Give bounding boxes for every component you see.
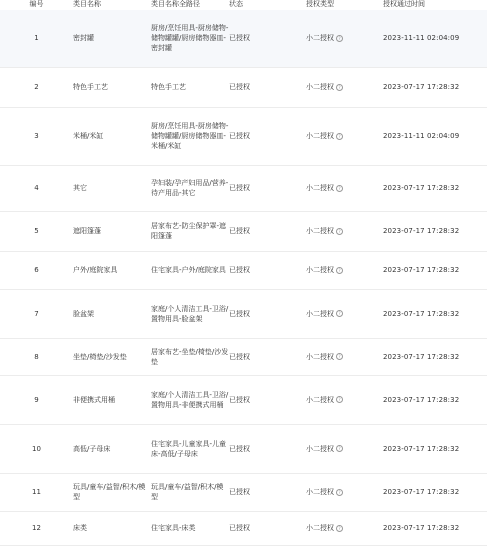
table-row [0,473,487,511]
row-auth-time: 2023-11-11 02:04:09 [383,132,460,140]
row-name: 高低/子母床 [73,424,151,473]
row-path-cell [151,289,229,338]
row-status: 已授权 [229,10,306,67]
row-auth-type: 小二授权 [306,488,334,496]
row-time-cell [383,211,487,251]
row-path: 特色手工艺 [151,83,186,91]
header-auth-type: 授权类型 [306,0,334,8]
row-path-cell [151,424,229,473]
row-time-cell [383,10,487,67]
question-circle-icon[interactable]: ? [336,396,343,403]
table-row [0,251,487,289]
row-no: 11 [0,473,73,511]
header-path: 类目名称全路径 [151,0,200,8]
row-path: 住宅家具-户外/庭院家具 [151,266,226,274]
row-time-cell [383,165,487,211]
row-path: 家庭/个人清洁工具-卫浴/置物用具-非便携式用桶 [151,390,229,409]
row-path-cell [151,10,229,67]
question-circle-icon[interactable]: ? [336,445,343,452]
row-auth-type-cell [306,473,383,511]
row-path: 孕妇装/孕产妇用品/营养-待产用品-其它 [151,179,229,197]
row-path: 厨房/烹饪用具-厨房储物-储物罐罐/厨房储物器皿-米桶/米缸 [151,122,229,150]
row-auth-type: 小二授权 [306,184,334,192]
row-auth-type-cell [306,289,383,338]
row-time-cell [383,424,487,473]
header-name: 类目名称 [73,0,101,8]
row-path-cell [151,107,229,165]
row-path-cell [151,67,229,107]
row-name: 遮阳篷蓬 [73,211,151,251]
row-auth-type-cell [306,107,383,165]
row-auth-type-cell [306,10,383,67]
row-path: 厨房/烹饪用具-厨房储物-储物罐罐/厨房储物器皿-密封罐 [151,24,229,53]
row-status: 已授权 [229,375,306,424]
row-auth-type: 小二授权 [306,227,334,235]
row-auth-type-cell [306,375,383,424]
row-auth-time: 2023-07-17 17:28:32 [383,309,460,318]
row-auth-type: 小二授权 [306,132,334,140]
row-path-cell [151,473,229,511]
question-circle-icon[interactable]: ? [336,525,343,532]
row-name: 米桶/米缸 [73,107,151,165]
row-auth-type-cell [306,211,383,251]
question-circle-icon[interactable]: ? [336,310,343,317]
row-path-cell [151,251,229,289]
question-circle-icon[interactable]: ? [336,133,343,140]
question-circle-icon[interactable]: ? [336,185,343,192]
row-path: 家庭/个人清洁工具-卫浴/置物用具-脸盆架 [151,304,229,323]
row-auth-time: 2023-07-17 17:28:32 [383,444,460,453]
row-path-cell [151,511,229,545]
row-auth-type: 小二授权 [306,352,334,361]
row-name: 其它 [73,165,151,211]
row-auth-time: 2023-11-11 02:04:09 [383,34,460,43]
row-status: 已授权 [229,473,306,511]
row-status: 已授权 [229,107,306,165]
row-auth-type-cell [306,251,383,289]
row-auth-type: 小二授权 [306,524,334,532]
row-status: 已授权 [229,251,306,289]
row-time-cell [383,67,487,107]
row-auth-type: 小二授权 [306,444,334,453]
row-name: 床类 [73,511,151,545]
table-row [0,211,487,251]
row-path: 居家布艺-坐垫/椅垫/沙发垫 [151,347,229,366]
row-no: 6 [0,251,73,289]
row-name: 玩具/童车/益智/积木/模型 [73,473,151,511]
row-auth-type: 小二授权 [306,266,334,274]
row-time-cell [383,511,487,545]
row-auth-type: 小二授权 [306,34,334,43]
row-auth-time: 2023-07-17 17:28:32 [383,266,460,274]
row-auth-type: 小二授权 [306,395,334,404]
row-time-cell [383,473,487,511]
row-name: 户外/庭院家具 [73,251,151,289]
question-circle-icon[interactable]: ? [336,228,343,235]
row-auth-type-cell [306,67,383,107]
row-auth-type-cell [306,165,383,211]
row-auth-time: 2023-07-17 17:28:32 [383,184,460,192]
table-row [0,67,487,107]
table-row [0,511,487,545]
row-path: 居家布艺-防尘保护罩-遮阳篷蓬 [151,222,227,240]
row-no: 3 [0,107,73,165]
row-name: 脸盆架 [73,289,151,338]
row-auth-type: 小二授权 [306,309,334,318]
question-circle-icon[interactable]: ? [336,353,343,360]
row-name: 密封罐 [73,10,151,67]
row-time-cell [383,289,487,338]
row-auth-time: 2023-07-17 17:28:32 [383,83,460,91]
header-status: 状态 [229,0,243,8]
table-row [0,289,487,338]
row-name: 特色手工艺 [73,67,151,107]
row-status: 已授权 [229,289,306,338]
row-no: 9 [0,375,73,424]
row-auth-time: 2023-07-17 17:28:32 [383,488,460,496]
row-time-cell [383,338,487,375]
table-header-row [0,0,487,10]
row-status: 已授权 [229,338,306,375]
row-path-cell [151,165,229,211]
table-row [0,107,487,165]
row-no: 10 [0,424,73,473]
row-time-cell [383,375,487,424]
row-path-cell [151,211,229,251]
row-auth-type: 小二授权 [306,83,334,91]
row-path: 玩具/童车/益智/积木/模型 [151,483,224,501]
row-no: 2 [0,67,73,107]
table-row [0,165,487,211]
row-no: 12 [0,511,73,545]
header-no: 编号 [29,0,44,8]
row-auth-time: 2023-07-17 17:28:32 [383,395,460,404]
table-row [0,10,487,67]
question-circle-icon[interactable]: ? [336,84,343,91]
row-auth-type-cell [306,424,383,473]
row-time-cell [383,251,487,289]
row-no: 1 [0,10,73,67]
row-status: 已授权 [229,511,306,545]
row-status: 已授权 [229,67,306,107]
question-circle-icon[interactable]: ? [336,35,343,42]
row-no: 5 [0,211,73,251]
row-status: 已授权 [229,211,306,251]
row-time-cell [383,107,487,165]
row-auth-type-cell [306,511,383,545]
question-circle-icon[interactable]: ? [336,489,343,496]
table-row [0,338,487,375]
row-no: 8 [0,338,73,375]
row-name: 坐垫/椅垫/沙发垫 [73,338,151,375]
table-row [0,375,487,424]
row-path-cell [151,375,229,424]
row-status: 已授权 [229,424,306,473]
header-auth-time: 授权通过时间 [383,0,425,8]
row-name: 非便携式用桶 [73,375,151,424]
row-auth-time: 2023-07-17 17:28:32 [383,524,460,532]
row-path: 住宅家具-床类 [151,524,196,532]
row-status: 已授权 [229,165,306,211]
row-path-cell [151,338,229,375]
row-auth-time: 2023-07-17 17:28:32 [383,227,460,235]
row-auth-type-cell [306,338,383,375]
row-path: 住宅家具-儿童家具-儿童床-高低/子母床 [151,439,227,458]
row-auth-time: 2023-07-17 17:28:32 [383,352,460,361]
question-circle-icon[interactable]: ? [336,267,343,274]
row-no: 7 [0,289,73,338]
table-row [0,424,487,473]
row-no: 4 [0,165,73,211]
